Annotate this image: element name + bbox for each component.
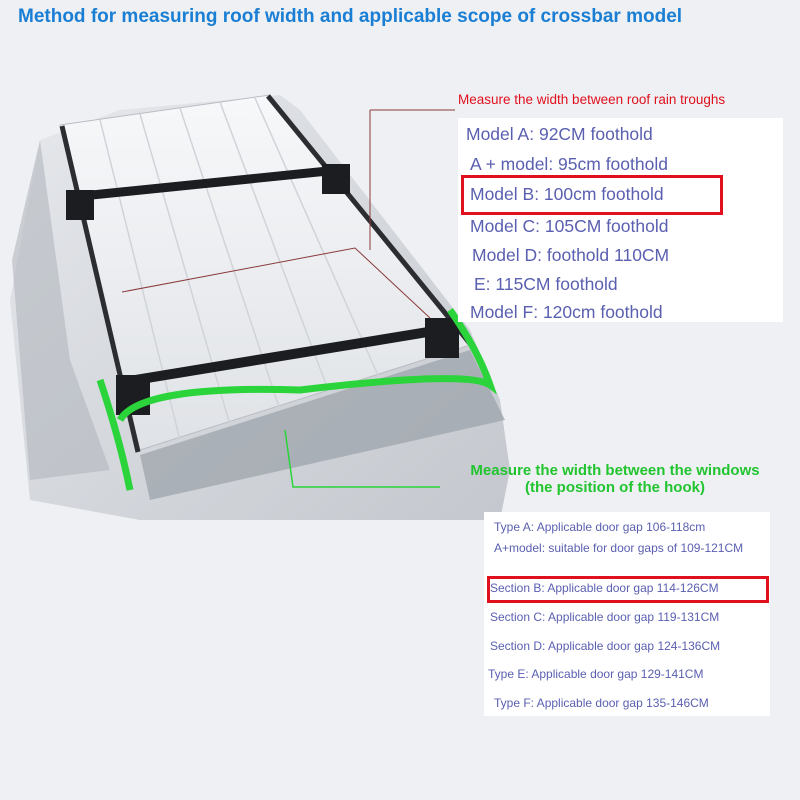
model-item: Model A: 92CM foothold [466,124,653,144]
model-b-highlight [461,175,723,215]
door-gap-item: Section D: Applicable door gap 124-136CM [490,639,721,653]
window-width-label-line1: Measure the width between the windows [470,462,760,479]
page-title: Method for measuring roof width and applicable scope of crossbar model [18,6,683,27]
door-gap-item: Section C: Applicable door gap 119-131CM [490,610,720,624]
window-width-label [430,462,800,496]
model-item: Model C: 105CM foothold [470,216,669,236]
window-width-label-line2: (the position of the hook) [525,479,705,496]
model-item: A + model: 95cm foothold [470,154,668,174]
model-item: Model F: 120cm foothold [470,302,663,322]
roof-width-label: Measure the width between roof rain troughs [458,92,726,107]
model-item: Model B: 100cm foothold [470,184,664,204]
model-item: E: 115CM foothold [474,274,618,294]
door-gap-item: Type A: Applicable door gap 106-118cm [494,520,706,534]
model-item: Model D: foothold 110CM [472,245,670,265]
door-gap-item: A+model: suitable for door gaps of 109-121CM [494,541,744,555]
door-gap-item: Type E: Applicable door gap 129-141CM [488,667,704,681]
door-gaps-panel [484,512,770,716]
section-b-highlight [487,576,769,603]
models-panel [458,118,783,322]
door-gap-item: Section B: Applicable door gap 114-126CM [490,581,719,595]
door-gap-item: Type F: Applicable door gap 135-146CM [494,696,709,710]
